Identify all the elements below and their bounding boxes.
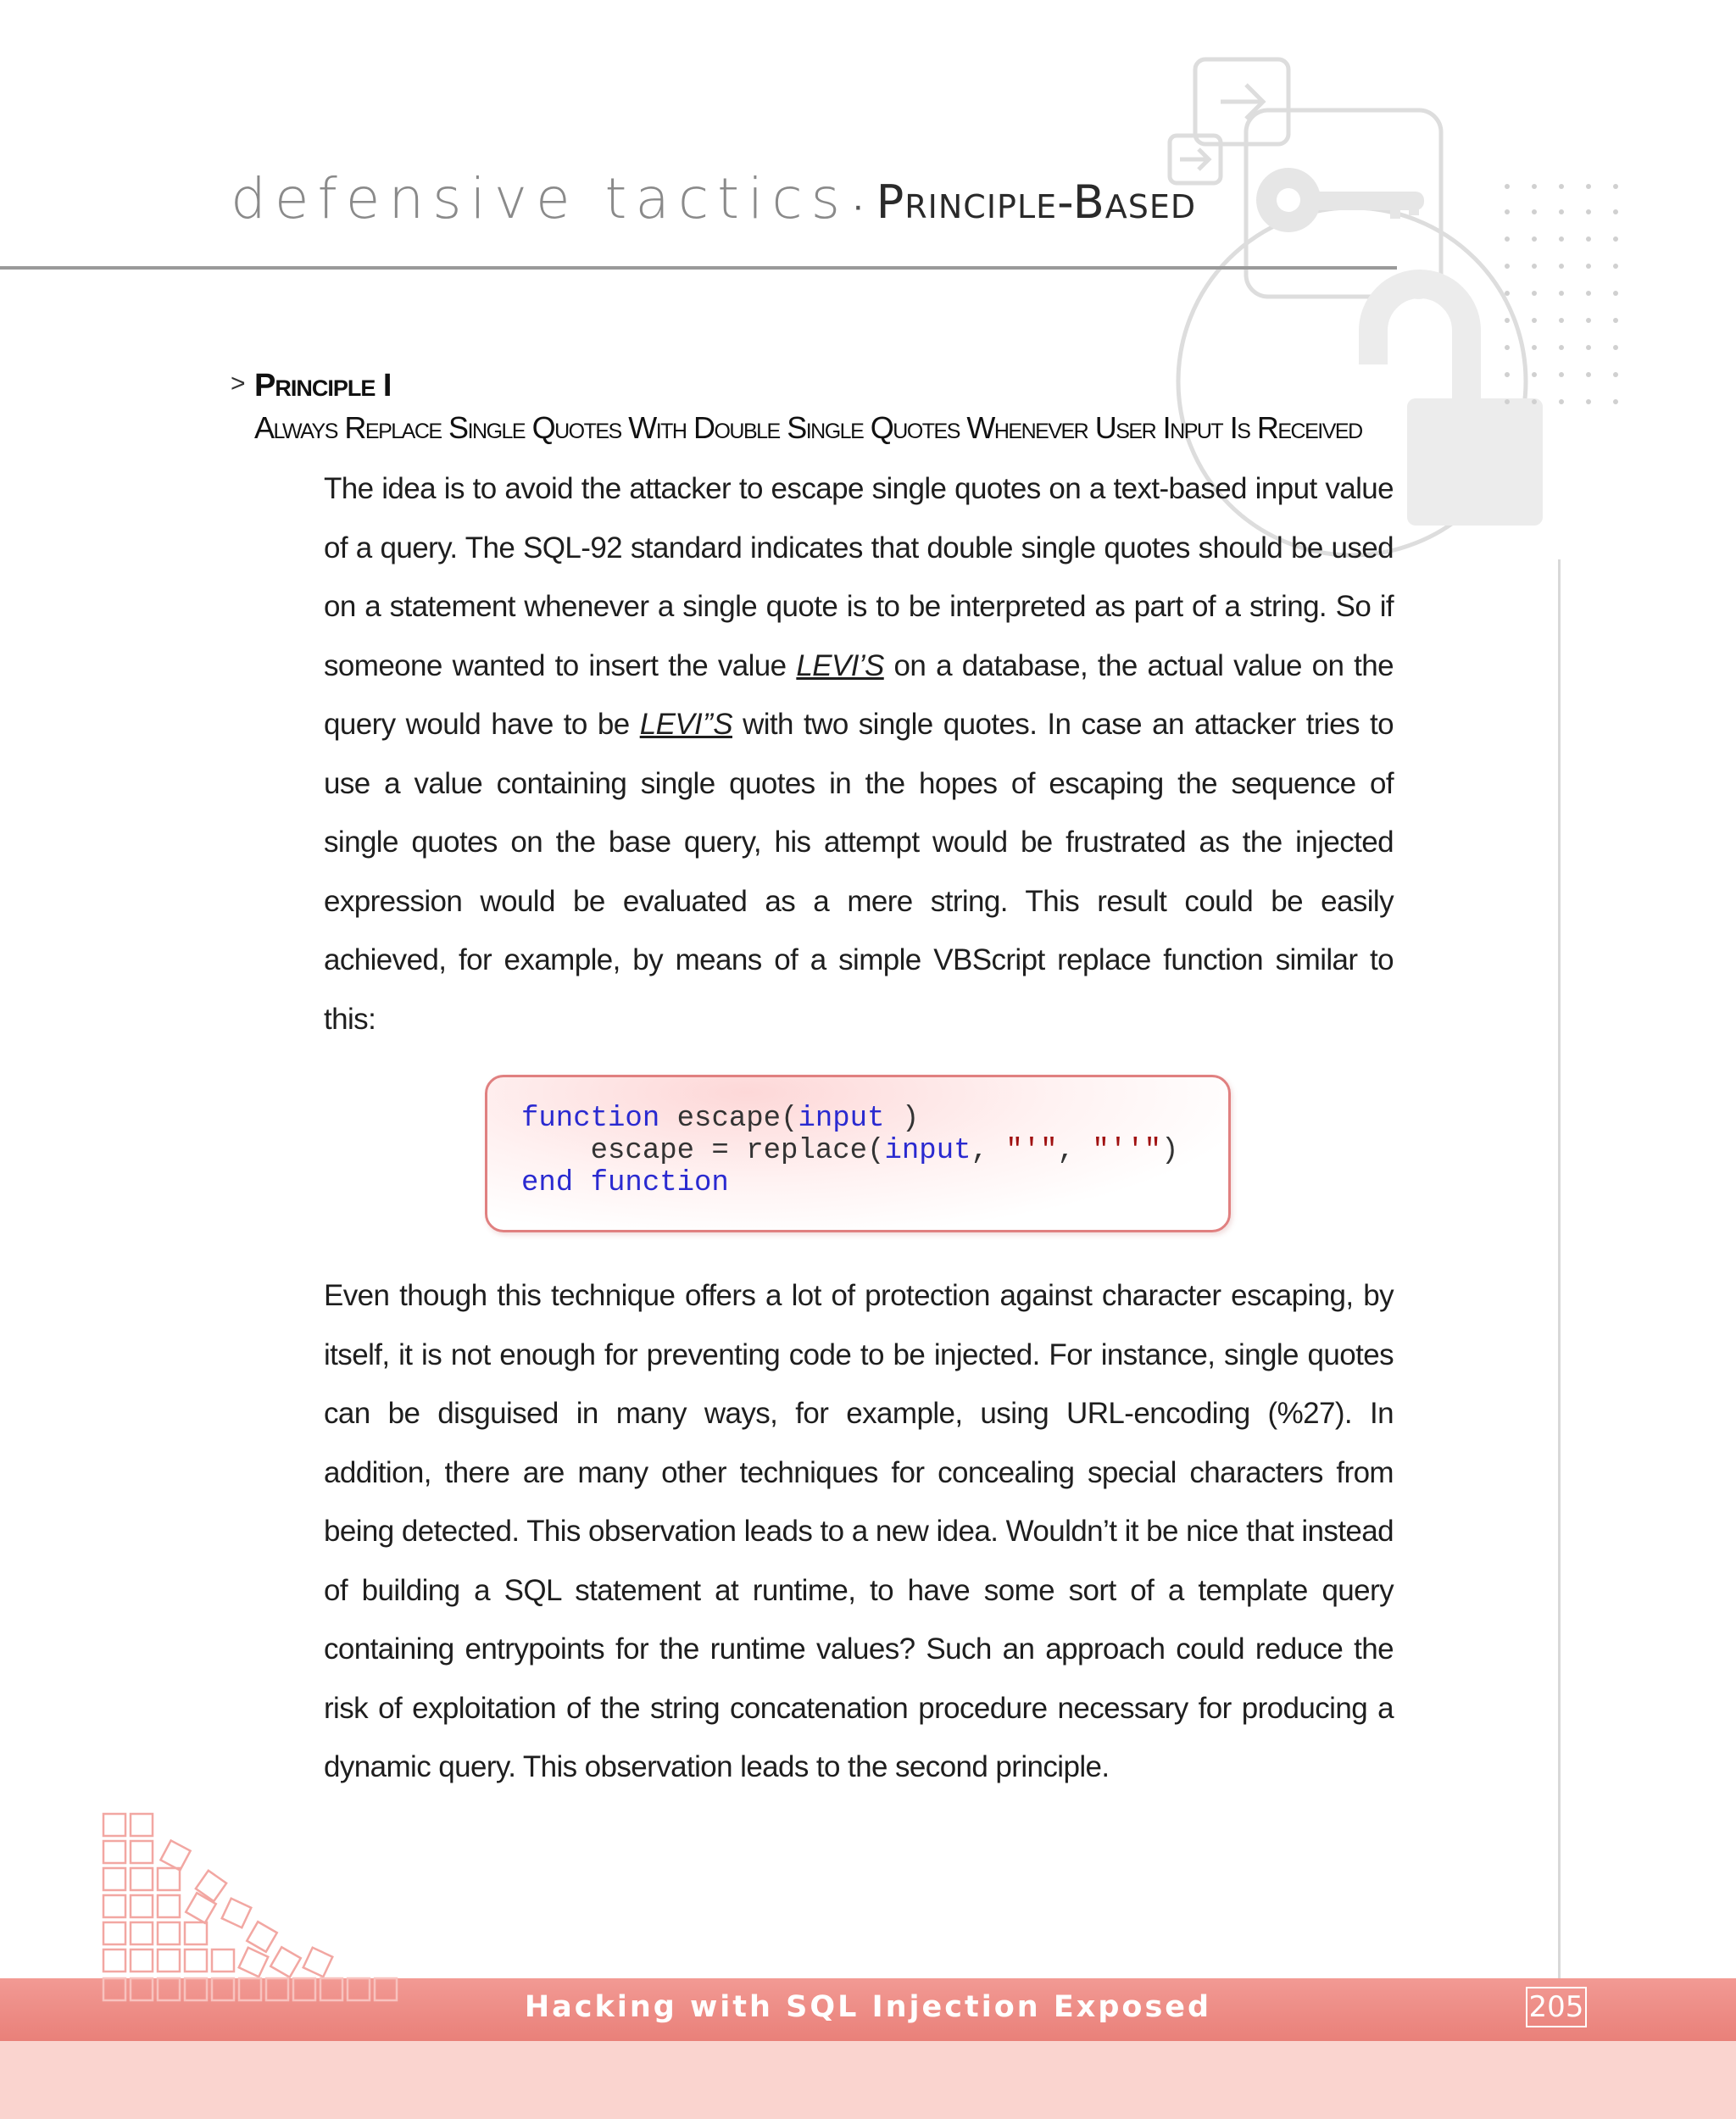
page-number: 205 xyxy=(1526,1987,1587,2027)
chevron-right-icon: > xyxy=(231,370,246,398)
code-text: ) xyxy=(884,1103,920,1135)
code-line-3 xyxy=(521,1167,729,1199)
principle-subtitle: Always Replace Single Quotes With Double Single Quotes Whenever User Input Is Received xyxy=(254,410,1362,445)
body-paragraph-2: Even though this technique offers a lot of protection against character escaping, by itself, it is not enough for preventing code to be injected. For instance, single quotes can be disguised in many ways, for example, using URL-encoding (%27). In addition, there are many other techniques for concealing special characters from being detected. This observation leads to a new idea. Wouldn’t it be nice that instead of building a SQL statement at runtime, to have some sort of a template query containing entrypoints for the runtime values? Such an approach could reduce the risk of exploitation of the string concatenation procedure necessary for producing a dynamic query. This observation leads to the second principle. xyxy=(324,1279,1394,1783)
code-keyword: end function xyxy=(521,1167,729,1199)
code-text: ) xyxy=(1160,1135,1179,1167)
code-text: escape( xyxy=(659,1103,798,1135)
header-rule xyxy=(0,266,1397,270)
header-separator: · xyxy=(852,185,865,226)
code-text: , xyxy=(971,1135,1006,1167)
code-line-2 xyxy=(521,1135,1178,1167)
code-listing xyxy=(485,1075,1231,1232)
code-string: "'" xyxy=(1005,1135,1058,1167)
code-text: , xyxy=(1057,1135,1093,1167)
body-paragraph-1 xyxy=(324,459,1394,1048)
paragraph-text: The idea is to avoid the attacker to escape single quotes on a text-based input value of a query. The SQL-92 standard indicates that double single quotes should be used on a statement whenever a single quote is to be interpreted as part of a string. So if someone wanted to insert the value xyxy=(324,472,1394,682)
footer-book-title: Hacking with SQL Injection Exposed xyxy=(524,1990,1212,2024)
principle-title: Principle I xyxy=(254,368,392,403)
example-value-single: LEVI’S xyxy=(796,648,884,682)
running-header xyxy=(231,166,1196,242)
squares-decoration-icon xyxy=(100,1810,422,2014)
code-line-1 xyxy=(521,1103,919,1135)
header-subsection: Principle-Based xyxy=(876,175,1197,229)
footer-shade xyxy=(0,2041,1736,2119)
code-string: "''" xyxy=(1092,1135,1161,1167)
paragraph-text: on a database, the actual value on the query would have to be xyxy=(324,648,1394,741)
header-section: defensive tactics xyxy=(231,166,849,231)
example-value-double: LEVI’’S xyxy=(639,708,732,741)
margin-rule xyxy=(1558,559,1561,1983)
code-param: input xyxy=(884,1135,971,1167)
code-text: escape = replace( xyxy=(521,1135,885,1167)
code-keyword: function xyxy=(521,1103,660,1135)
paragraph-text: with two single quotes. In case an attacker tries to use a value containing single quotes in the hopes of escaping the sequence of single quotes on the base query, his attempt would be frustrated as the injected expression would be evaluated as a mere string. This result could be easily achieved, for example, by means of a simple VBScript replace function similar to this: xyxy=(324,708,1394,1036)
code-param: input xyxy=(798,1103,885,1135)
